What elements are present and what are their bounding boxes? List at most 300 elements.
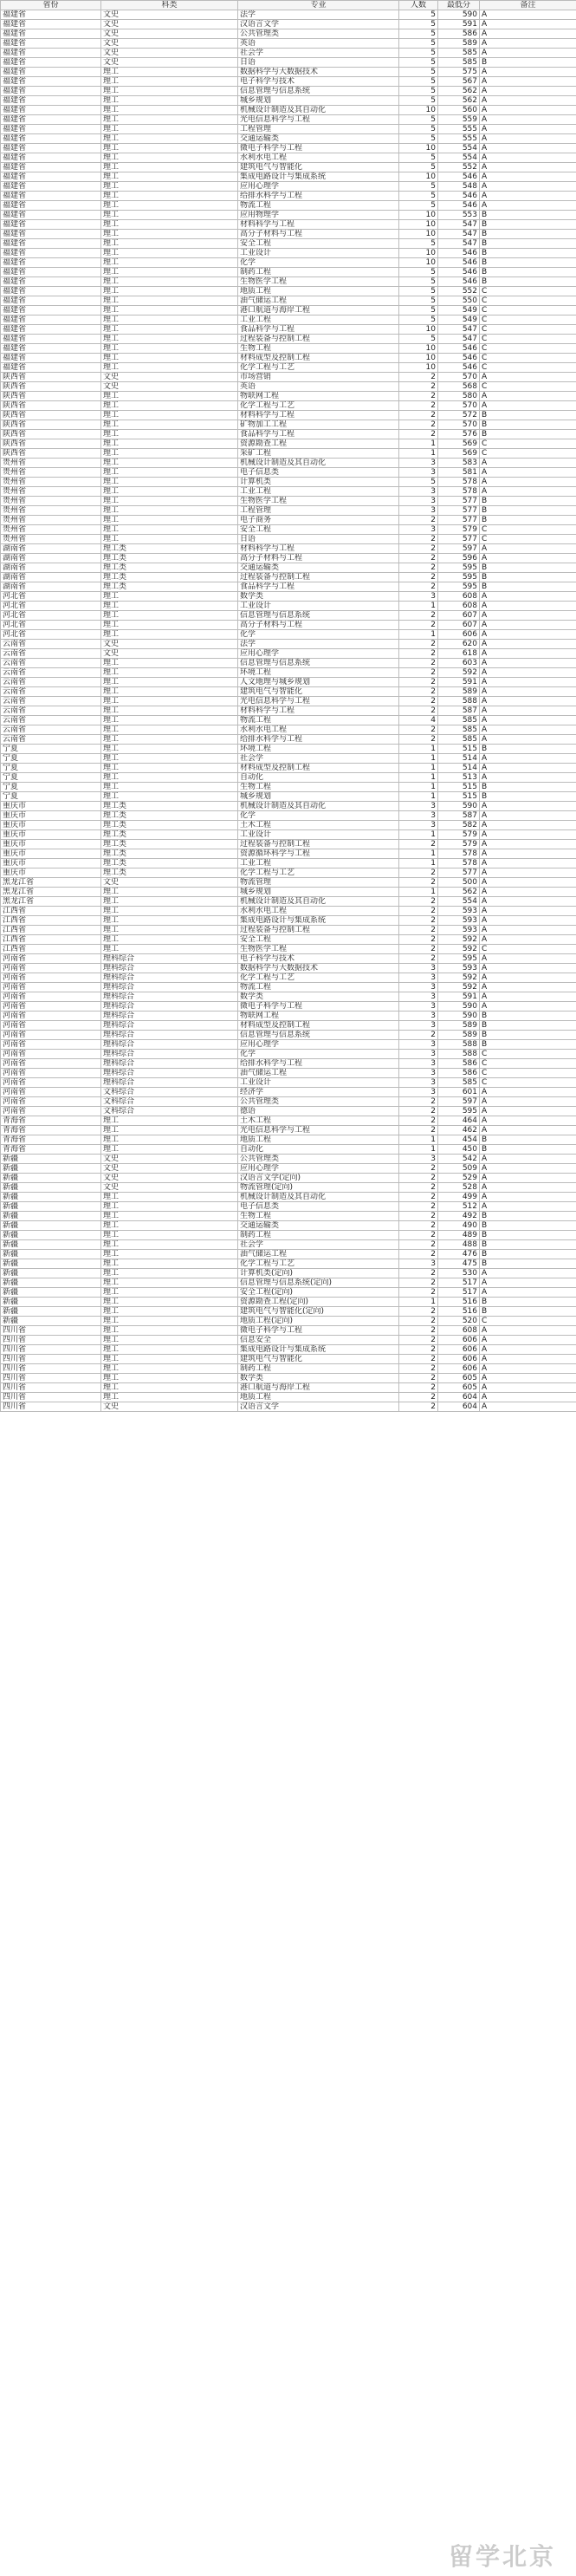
cell-min-score: 592	[438, 935, 480, 945]
cell-major: 信息管理与信息系统	[238, 1031, 399, 1040]
cell-min-score: 578	[438, 859, 480, 868]
cell-province: 贵州省	[1, 535, 101, 544]
table-row	[1, 277, 576, 287]
cell-remark: A	[480, 182, 576, 192]
table-row	[1, 182, 576, 192]
cell-min-score: 575	[438, 68, 480, 77]
cell-major: 土木工程	[238, 1116, 399, 1126]
cell-min-score: 547	[438, 335, 480, 344]
cell-category: 理科综合	[101, 1021, 238, 1031]
cell-count: 1	[399, 773, 438, 783]
cell-count: 3	[399, 1078, 438, 1088]
cell-province: 福建省	[1, 182, 101, 192]
cell-major: 汉语言文学	[238, 1402, 399, 1412]
cell-category: 理工	[101, 1193, 238, 1202]
cell-category: 理工	[101, 420, 238, 430]
cell-min-score: 578	[438, 849, 480, 859]
cell-remark: B	[480, 239, 576, 249]
cell-category: 理工	[101, 1288, 238, 1298]
cell-major: 英语	[238, 39, 399, 49]
cell-major: 材料科学与工程	[238, 544, 399, 554]
cell-province: 福建省	[1, 363, 101, 373]
cell-remark: B	[480, 563, 576, 573]
cell-min-score: 603	[438, 659, 480, 668]
cell-province: 云南省	[1, 716, 101, 725]
cell-remark: C	[480, 525, 576, 535]
cell-count: 3	[399, 506, 438, 516]
cell-province: 新疆	[1, 1193, 101, 1202]
table-row	[1, 563, 576, 573]
cell-major: 化学工程与工艺	[238, 1259, 399, 1269]
cell-min-score: 516	[438, 1307, 480, 1317]
cell-remark: A	[480, 811, 576, 821]
cell-category: 理工	[101, 439, 238, 449]
cell-province: 湖南省	[1, 582, 101, 592]
table-row	[1, 1155, 576, 1164]
cell-count: 1	[399, 764, 438, 773]
cell-remark: A	[480, 115, 576, 125]
cell-province: 青海省	[1, 1135, 101, 1145]
cell-province: 四川省	[1, 1355, 101, 1364]
cell-major: 应用心理学	[238, 182, 399, 192]
cell-category: 理工类	[101, 554, 238, 563]
table-row	[1, 773, 576, 783]
cell-min-score: 553	[438, 211, 480, 220]
cell-remark: A	[480, 935, 576, 945]
cell-count: 10	[399, 249, 438, 258]
cell-min-score: 546	[438, 172, 480, 182]
cell-category: 理工	[101, 125, 238, 134]
cell-major: 数据科学与大数据技术	[238, 964, 399, 973]
cell-province: 陕西省	[1, 392, 101, 401]
cell-count: 5	[399, 115, 438, 125]
table-row	[1, 430, 576, 439]
table-row	[1, 58, 576, 68]
cell-remark: A	[480, 459, 576, 468]
cell-min-score: 588	[438, 1040, 480, 1050]
cell-min-score: 618	[438, 649, 480, 659]
cell-remark: A	[480, 1278, 576, 1288]
cell-count: 2	[399, 926, 438, 935]
cell-min-score: 515	[438, 792, 480, 802]
cell-min-score: 588	[438, 697, 480, 706]
cell-category: 理工	[101, 735, 238, 745]
cell-min-score: 576	[438, 430, 480, 439]
cell-min-score: 577	[438, 516, 480, 525]
cell-category: 理工	[101, 315, 238, 325]
cell-min-score: 517	[438, 1278, 480, 1288]
cell-min-score: 546	[438, 258, 480, 268]
cell-province: 福建省	[1, 258, 101, 268]
cell-category: 理工	[101, 525, 238, 535]
cell-remark: A	[480, 49, 576, 58]
cell-min-score: 593	[438, 916, 480, 926]
cell-major: 信息管理与信息系统	[238, 659, 399, 668]
cell-major: 油气储运工程	[238, 1069, 399, 1078]
cell-major: 工业设计	[238, 602, 399, 611]
cell-major: 制药工程	[238, 1364, 399, 1374]
cell-min-score: 550	[438, 296, 480, 306]
table-row	[1, 239, 576, 249]
cell-count: 5	[399, 192, 438, 201]
cell-province: 贵州省	[1, 516, 101, 525]
cell-province: 福建省	[1, 211, 101, 220]
cell-category: 理工类	[101, 830, 238, 840]
table-row	[1, 649, 576, 659]
cell-count: 10	[399, 106, 438, 115]
cell-count: 1	[399, 449, 438, 459]
cell-count: 2	[399, 1116, 438, 1126]
table-row	[1, 725, 576, 735]
cell-remark: A	[480, 611, 576, 621]
cell-count: 2	[399, 1307, 438, 1317]
cell-count: 2	[399, 1336, 438, 1345]
table-row	[1, 1040, 576, 1050]
table-row	[1, 77, 576, 87]
cell-min-score: 554	[438, 897, 480, 907]
cell-category: 理工	[101, 239, 238, 249]
cell-province: 福建省	[1, 115, 101, 125]
cell-major: 汉语言文学(定向)	[238, 1174, 399, 1183]
cell-province: 河南省	[1, 1031, 101, 1040]
cell-major: 水利水电工程	[238, 725, 399, 735]
cell-category: 理工	[101, 1212, 238, 1221]
cell-remark: A	[480, 478, 576, 487]
cell-major: 材料成型及控制工程	[238, 764, 399, 773]
cell-remark: A	[480, 1393, 576, 1402]
cell-major: 材料科学与工程	[238, 706, 399, 716]
cell-count: 3	[399, 1012, 438, 1021]
cell-category: 理工	[101, 1126, 238, 1135]
table-row	[1, 144, 576, 153]
cell-category: 理工	[101, 1298, 238, 1307]
cell-category: 理科综合	[101, 992, 238, 1002]
cell-province: 福建省	[1, 354, 101, 363]
table-row	[1, 516, 576, 525]
cell-remark: A	[480, 373, 576, 382]
cell-category: 理工	[101, 344, 238, 354]
cell-province: 福建省	[1, 10, 101, 20]
cell-category: 理工	[101, 277, 238, 287]
cell-major: 机械设计制造及其自动化	[238, 106, 399, 115]
cell-remark: C	[480, 1069, 576, 1078]
cell-remark: A	[480, 1288, 576, 1298]
cell-category: 理工	[101, 516, 238, 525]
cell-min-score: 552	[438, 287, 480, 296]
cell-count: 1	[399, 754, 438, 764]
cell-count: 5	[399, 77, 438, 87]
cell-count: 5	[399, 315, 438, 325]
cell-min-score: 464	[438, 1116, 480, 1126]
cell-province: 四川省	[1, 1383, 101, 1393]
cell-count: 1	[399, 792, 438, 802]
cell-min-score: 562	[438, 87, 480, 96]
cell-province: 四川省	[1, 1345, 101, 1355]
cell-category: 理工类	[101, 821, 238, 830]
cell-major: 制药工程	[238, 1231, 399, 1240]
table-row	[1, 983, 576, 992]
cell-major: 数学类	[238, 992, 399, 1002]
cell-count: 3	[399, 1088, 438, 1097]
cell-major: 油气储运工程	[238, 296, 399, 306]
cell-province: 福建省	[1, 96, 101, 106]
cell-min-score: 604	[438, 1402, 480, 1412]
cell-province: 云南省	[1, 659, 101, 668]
cell-remark: C	[480, 1050, 576, 1059]
cell-remark: B	[480, 1221, 576, 1231]
cell-remark: A	[480, 649, 576, 659]
table-row	[1, 611, 576, 621]
header-min-score: 最低分	[438, 1, 480, 10]
table-row	[1, 668, 576, 678]
cell-min-score: 572	[438, 411, 480, 420]
cell-min-score: 549	[438, 315, 480, 325]
cell-min-score: 450	[438, 1145, 480, 1155]
cell-count: 1	[399, 849, 438, 859]
cell-province: 重庆市	[1, 811, 101, 821]
cell-remark: A	[480, 192, 576, 201]
cell-min-score: 589	[438, 1031, 480, 1040]
cell-min-score: 591	[438, 678, 480, 687]
cell-min-score: 587	[438, 811, 480, 821]
cell-major: 光电信息科学与工程	[238, 697, 399, 706]
cell-remark: A	[480, 687, 576, 697]
cell-count: 2	[399, 897, 438, 907]
cell-min-score: 605	[438, 1383, 480, 1393]
cell-major: 化学	[238, 258, 399, 268]
cell-category: 理工	[101, 945, 238, 954]
cell-major: 生物工程	[238, 783, 399, 792]
table-row	[1, 1355, 576, 1364]
cell-remark: B	[480, 792, 576, 802]
cell-count: 10	[399, 144, 438, 153]
cell-major: 高分子材料与工程	[238, 554, 399, 563]
cell-province: 河北省	[1, 611, 101, 621]
cell-category: 理工	[101, 1240, 238, 1250]
cell-min-score: 542	[438, 1155, 480, 1164]
cell-category: 文史	[101, 20, 238, 29]
cell-remark: A	[480, 1126, 576, 1135]
table-row	[1, 1336, 576, 1345]
table-row	[1, 220, 576, 230]
cell-remark: A	[480, 1383, 576, 1393]
cell-province: 新疆	[1, 1307, 101, 1317]
cell-province: 湖南省	[1, 544, 101, 554]
cell-min-score: 549	[438, 306, 480, 315]
cell-remark: A	[480, 678, 576, 687]
cell-min-score: 554	[438, 153, 480, 163]
cell-major: 物流工程	[238, 201, 399, 211]
cell-count: 5	[399, 68, 438, 77]
cell-category: 理科综合	[101, 1059, 238, 1069]
cell-category: 理科综合	[101, 954, 238, 964]
cell-min-score: 597	[438, 1097, 480, 1107]
cell-major: 建筑电气与智能化	[238, 687, 399, 697]
cell-remark: B	[480, 1012, 576, 1021]
cell-category: 文史	[101, 49, 238, 58]
cell-remark: A	[480, 668, 576, 678]
cell-remark: B	[480, 430, 576, 439]
cell-major: 自动化	[238, 1145, 399, 1155]
cell-category: 理工	[101, 897, 238, 907]
cell-category: 文史	[101, 1183, 238, 1193]
table-row	[1, 468, 576, 478]
table-row	[1, 1183, 576, 1193]
table-row	[1, 1383, 576, 1393]
cell-major: 化学	[238, 630, 399, 640]
cell-category: 理工	[101, 144, 238, 153]
cell-major: 微电子科学与工程	[238, 1002, 399, 1012]
cell-min-score: 596	[438, 554, 480, 563]
table-row	[1, 954, 576, 964]
cell-province: 河南省	[1, 964, 101, 973]
cell-min-score: 587	[438, 706, 480, 716]
cell-category: 理科综合	[101, 964, 238, 973]
cell-province: 新疆	[1, 1183, 101, 1193]
cell-min-score: 548	[438, 182, 480, 192]
cell-major: 港口航道与海岸工程	[238, 1383, 399, 1393]
cell-province: 江西省	[1, 926, 101, 935]
cell-remark: A	[480, 554, 576, 563]
cell-count: 10	[399, 172, 438, 182]
table-row	[1, 678, 576, 687]
cell-min-score: 476	[438, 1250, 480, 1259]
cell-category: 理工类	[101, 840, 238, 849]
cell-major: 城乡规划	[238, 888, 399, 897]
cell-province: 福建省	[1, 249, 101, 258]
cell-remark: C	[480, 1078, 576, 1088]
cell-remark: A	[480, 1002, 576, 1012]
cell-category: 文史	[101, 39, 238, 49]
cell-count: 10	[399, 258, 438, 268]
cell-count: 2	[399, 678, 438, 687]
cell-major: 信息安全	[238, 1336, 399, 1345]
cell-province: 陕西省	[1, 430, 101, 439]
cell-province: 四川省	[1, 1336, 101, 1345]
cell-remark: A	[480, 1107, 576, 1116]
cell-major: 集成电路设计与集成系统	[238, 172, 399, 182]
cell-province: 福建省	[1, 39, 101, 49]
cell-province: 贵州省	[1, 468, 101, 478]
cell-major: 生物医学工程	[238, 277, 399, 287]
header-count: 人数	[399, 1, 438, 10]
cell-min-score: 570	[438, 420, 480, 430]
cell-count: 2	[399, 1393, 438, 1402]
cell-category: 理工	[101, 268, 238, 277]
cell-province: 福建省	[1, 87, 101, 96]
cell-min-score: 608	[438, 602, 480, 611]
cell-remark: A	[480, 916, 576, 926]
cell-category: 理工	[101, 401, 238, 411]
cell-remark: B	[480, 211, 576, 220]
cell-major: 社会学	[238, 1240, 399, 1250]
cell-major: 机械设计制造及其自动化	[238, 1193, 399, 1202]
cell-remark: A	[480, 68, 576, 77]
cell-remark: A	[480, 144, 576, 153]
cell-remark: C	[480, 449, 576, 459]
cell-province: 重庆市	[1, 859, 101, 868]
cell-remark: A	[480, 468, 576, 478]
table-row	[1, 363, 576, 373]
cell-min-score: 514	[438, 754, 480, 764]
cell-min-score: 606	[438, 1336, 480, 1345]
cell-min-score: 546	[438, 363, 480, 373]
cell-remark: A	[480, 77, 576, 87]
cell-category: 理工	[101, 621, 238, 630]
cell-province: 新疆	[1, 1231, 101, 1240]
cell-min-score: 590	[438, 1002, 480, 1012]
cell-min-score: 462	[438, 1126, 480, 1135]
table-row	[1, 1193, 576, 1202]
header-remark: 备注	[480, 1, 576, 10]
cell-category: 理工	[101, 478, 238, 487]
cell-count: 1	[399, 783, 438, 792]
cell-min-score: 499	[438, 1193, 480, 1202]
cell-min-score: 570	[438, 373, 480, 382]
cell-remark: A	[480, 1097, 576, 1107]
cell-major: 资源勘查工程	[238, 439, 399, 449]
cell-category: 理工	[101, 1374, 238, 1383]
cell-min-score: 593	[438, 964, 480, 973]
cell-province: 黑龙江省	[1, 888, 101, 897]
table-row	[1, 706, 576, 716]
cell-province: 宁夏	[1, 754, 101, 764]
cell-major: 给排水科学与工程	[238, 735, 399, 745]
cell-category: 理工	[101, 163, 238, 172]
cell-major: 油气储运工程	[238, 1250, 399, 1259]
cell-count: 1	[399, 630, 438, 640]
cell-min-score: 579	[438, 840, 480, 849]
cell-major: 材料科学与工程	[238, 220, 399, 230]
cell-province: 新疆	[1, 1240, 101, 1250]
cell-count: 3	[399, 1069, 438, 1078]
cell-major: 物联网工程	[238, 1012, 399, 1021]
cell-province: 湖南省	[1, 563, 101, 573]
cell-major: 过程装备与控制工程	[238, 840, 399, 849]
cell-category: 理工	[101, 497, 238, 506]
cell-count: 5	[399, 87, 438, 96]
cell-category: 理工	[101, 1259, 238, 1269]
cell-count: 5	[399, 478, 438, 487]
cell-province: 云南省	[1, 725, 101, 735]
cell-province: 福建省	[1, 172, 101, 182]
cell-major: 港口航道与海岸工程	[238, 306, 399, 315]
cell-min-score: 590	[438, 802, 480, 811]
cell-min-score: 579	[438, 525, 480, 535]
table-row	[1, 487, 576, 497]
table-row	[1, 888, 576, 897]
cell-remark: A	[480, 773, 576, 783]
cell-count: 2	[399, 621, 438, 630]
cell-province: 河南省	[1, 1088, 101, 1097]
table-row	[1, 115, 576, 125]
cell-province: 江西省	[1, 916, 101, 926]
cell-remark: A	[480, 1116, 576, 1126]
cell-min-score: 578	[438, 487, 480, 497]
cell-category: 理工	[101, 1269, 238, 1278]
cell-remark: C	[480, 945, 576, 954]
cell-category: 理工	[101, 1202, 238, 1212]
cell-major: 汉语言文学	[238, 20, 399, 29]
cell-count: 2	[399, 535, 438, 544]
cell-category: 理工	[101, 249, 238, 258]
cell-count: 2	[399, 1250, 438, 1259]
cell-major: 工程管理	[238, 506, 399, 516]
cell-remark: A	[480, 830, 576, 840]
cell-major: 交通运输类	[238, 1221, 399, 1231]
cell-min-score: 515	[438, 783, 480, 792]
cell-count: 3	[399, 973, 438, 983]
